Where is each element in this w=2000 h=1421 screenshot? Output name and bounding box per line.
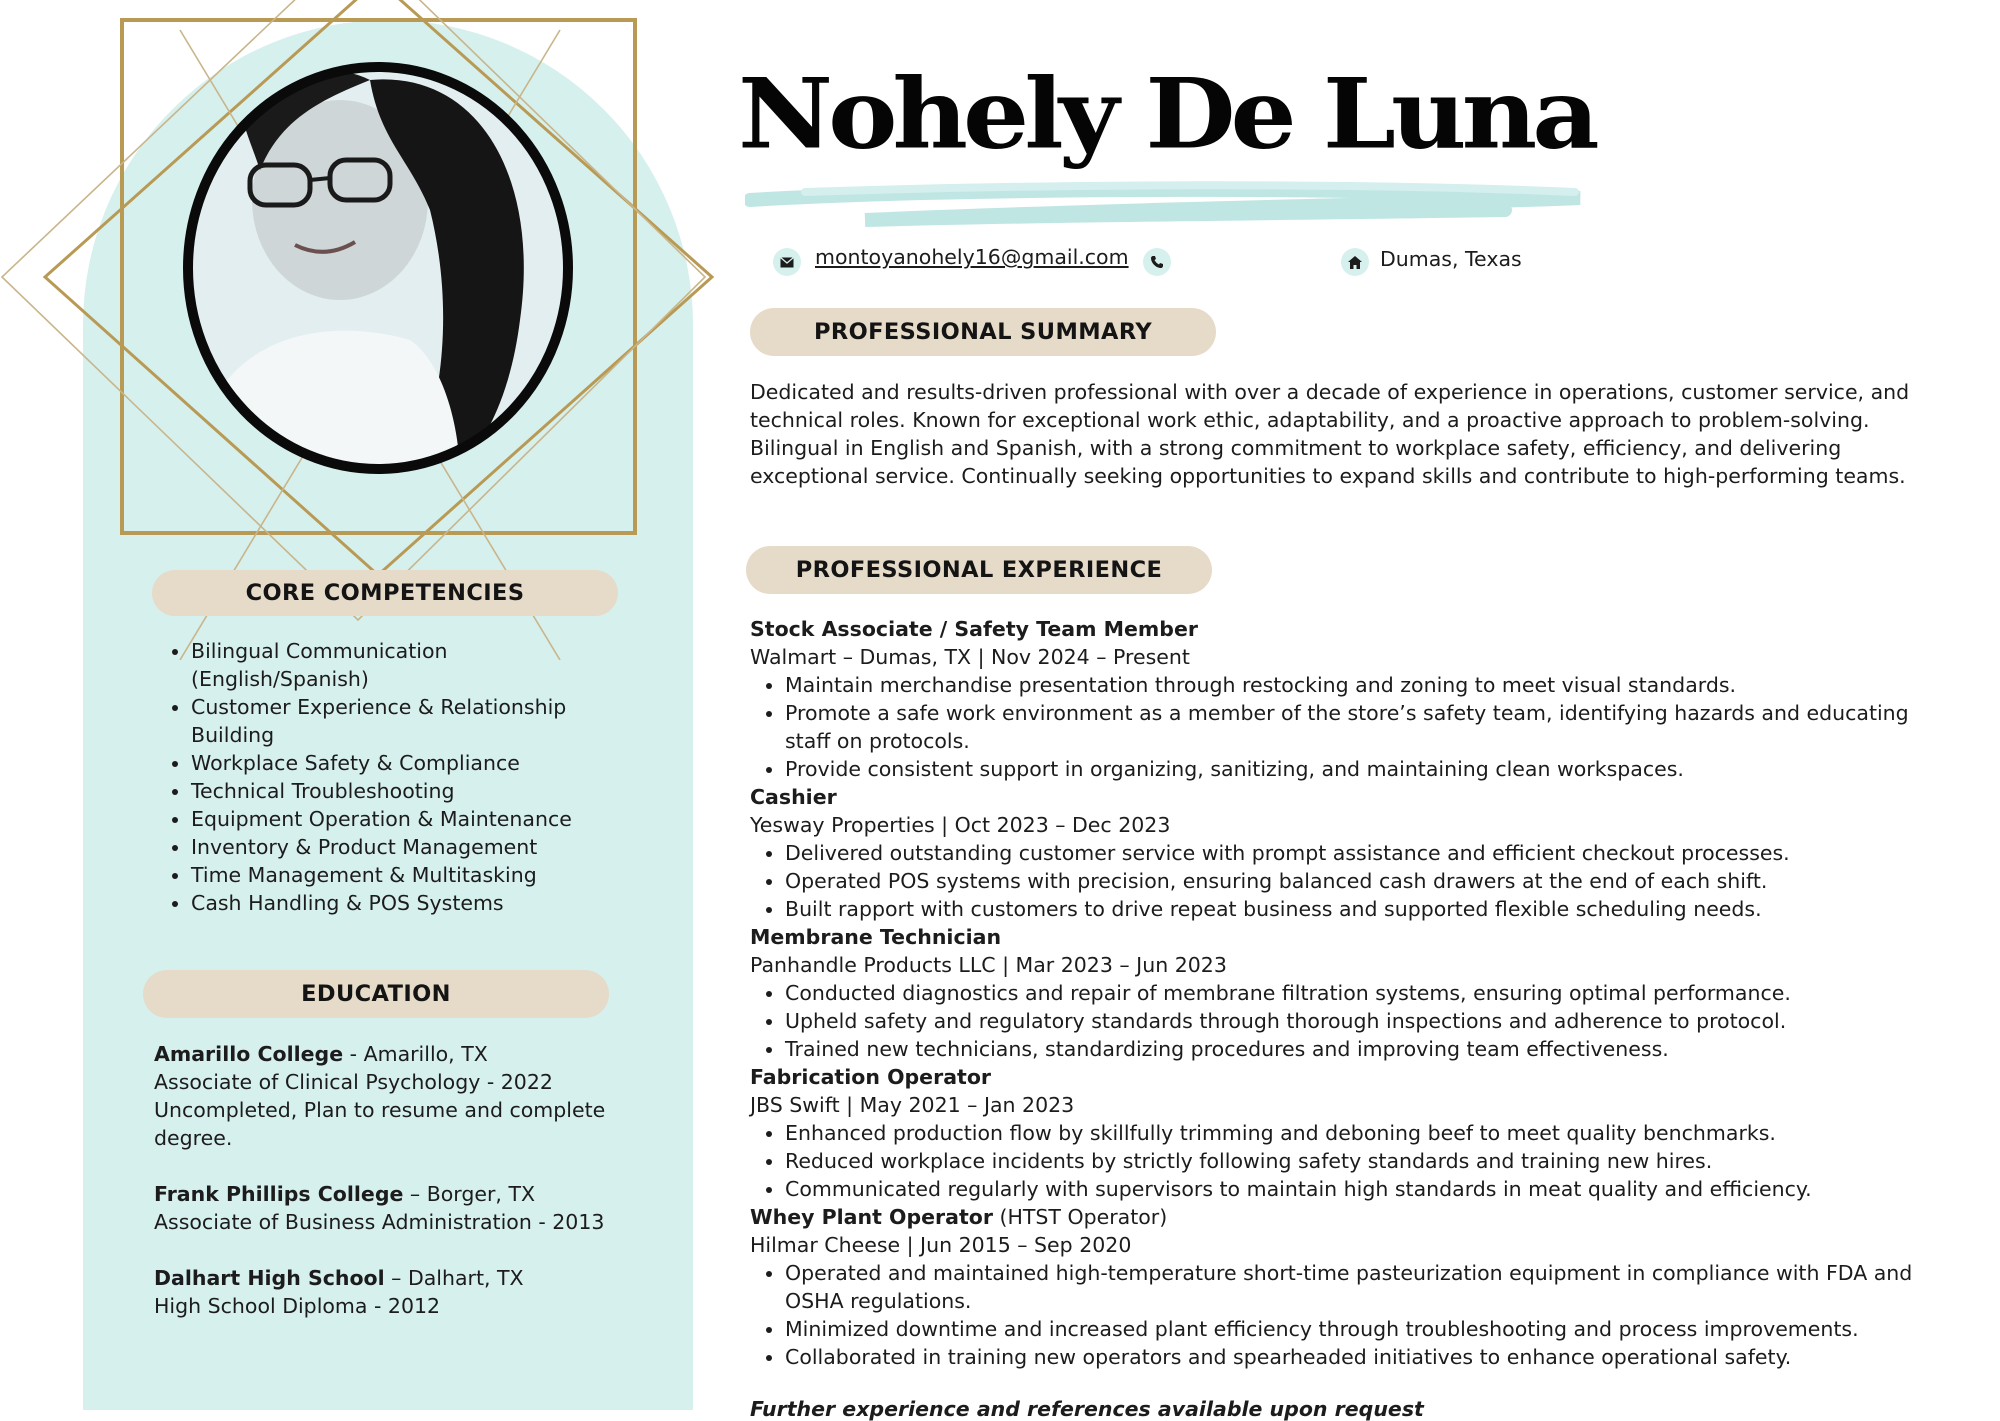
school-location: – Dalhart, TX (384, 1266, 524, 1290)
job-title: Membrane Technician (750, 925, 1002, 949)
list-item: • Delivered outstanding customer service with prompt assistance and efficient checkout processes. (785, 839, 1950, 867)
school-name: Amarillo College (154, 1042, 344, 1066)
job-title-extra: (HTST Operator) (992, 1205, 1168, 1229)
job-company: JBS Swift | May 2021 – Jan 2023 (750, 1093, 1075, 1117)
degree-note: Uncompleted, Plan to resume and complete degree. (154, 1098, 606, 1150)
job-company: Walmart – Dumas, TX | Nov 2024 – Present (750, 645, 1190, 669)
summary-paragraph: Dedicated and results-driven professional with over a decade of experience in operations, customer service, and technical roles. Known for exceptional work ethic, adaptability, and a proactive approach to problem-solving. Bilingual in English and Spanish, with a strong commitment to workplace safety, efficiency, and delivering exceptional service. Continually seeking opportunities to expand skills and contribute to high-performing teams. (750, 380, 1910, 488)
list-item: • Maintain merchandise presentation through restocking and zoning to meet visual standards. (785, 671, 1950, 699)
list-item: • Provide consistent support in organizing, sanitizing, and maintaining clean workspaces. (785, 755, 1950, 783)
list-item: • Operated and maintained high-temperature short-time pasteurization equipment in compliance with FDA and OSHA regulations. (785, 1259, 1950, 1315)
experience-section (750, 615, 1950, 1371)
degree: Associate of Business Administration - 2013 (154, 1210, 605, 1234)
school-name: Frank Phillips College (154, 1182, 404, 1206)
professional-experience-heading: PROFESSIONAL EXPERIENCE (746, 546, 1212, 594)
job-title: Fabrication Operator (750, 1065, 992, 1089)
list-item: • Upheld safety and regulatory standards through thorough inspections and adherence to protocol. (785, 1007, 1950, 1035)
page-title: Nohely De Luna (738, 56, 1595, 171)
references-note: Further experience and references available upon request (750, 1397, 1424, 1421)
degree: High School Diploma - 2012 (154, 1294, 441, 1318)
education-section (154, 1040, 634, 1348)
profile-photo (180, 60, 576, 476)
list-item: • Trained new technicians, standardizing procedures and improving team effectiveness. (785, 1035, 1950, 1063)
education-entry (154, 1180, 634, 1236)
list-item: • Time Management & Multitasking (191, 861, 625, 889)
competencies-list (155, 637, 625, 917)
job-entry (750, 783, 1950, 923)
job-title: Stock Associate / Safety Team Member (750, 617, 1198, 641)
list-item: • Conducted diagnostics and repair of membrane filtration systems, ensuring optimal performance. (785, 979, 1950, 1007)
list-item: • Cash Handling & POS Systems (191, 889, 625, 917)
job-entry (750, 615, 1950, 783)
job-company: Hilmar Cheese | Jun 2015 – Sep 2020 (750, 1233, 1132, 1257)
email-link[interactable]: montoyanohely16@gmail.com (815, 245, 1129, 269)
school-location: - Amarillo, TX (343, 1042, 488, 1066)
list-item: • Reduced workplace incidents by strictly following safety standards and training new hires. (785, 1147, 1950, 1175)
list-item: • Customer Experience & Relationship Building (191, 693, 625, 749)
list-item: • Communicated regularly with supervisors to maintain high standards in meat quality and efficiency. (785, 1175, 1950, 1203)
education-heading: EDUCATION (143, 970, 609, 1018)
job-company: Yesway Properties | Oct 2023 – Dec 2023 (750, 813, 1171, 837)
list-item: • Enhanced production flow by skillfully trimming and deboning beef to meet quality benchmarks. (785, 1119, 1950, 1147)
list-item: • Minimized downtime and increased plant efficiency through troubleshooting and process improvements. (785, 1315, 1950, 1343)
school-name: Dalhart High School (154, 1266, 385, 1290)
brush-stroke-decoration (745, 180, 1585, 235)
job-entry (750, 1203, 1950, 1371)
list-item: • Promote a safe work environment as a member of the store’s safety team, identifying hazards and educating staff on protocols. (785, 699, 1950, 755)
list-item: • Inventory & Product Management (191, 833, 625, 861)
education-entry (154, 1040, 634, 1152)
degree: Associate of Clinical Psychology - 2022 (154, 1070, 553, 1094)
job-company: Panhandle Products LLC | Mar 2023 – Jun 2023 (750, 953, 1227, 977)
job-entry (750, 1063, 1950, 1203)
core-competencies-heading: CORE COMPETENCIES (152, 570, 618, 616)
job-title: Whey Plant Operator (750, 1205, 993, 1229)
list-item: • Collaborated in training new operators and spearheaded initiatives to enhance operational safety. (785, 1343, 1950, 1371)
envelope-icon (773, 248, 801, 276)
phone-icon[interactable] (1143, 248, 1171, 276)
job-title: Cashier (750, 785, 837, 809)
list-item: • Built rapport with customers to drive repeat business and supported flexible scheduling needs. (785, 895, 1950, 923)
education-entry (154, 1264, 634, 1320)
list-item: • Technical Troubleshooting (191, 777, 625, 805)
list-item: • Operated POS systems with precision, ensuring balanced cash drawers at the end of each shift. (785, 867, 1950, 895)
job-entry (750, 923, 1950, 1063)
list-item: • Workplace Safety & Compliance (191, 749, 625, 777)
location-text: Dumas, Texas (1380, 247, 1522, 271)
list-item: • Equipment Operation & Maintenance (191, 805, 625, 833)
list-item: • Bilingual Communication (English/Spanish) (191, 637, 625, 693)
school-location: – Borger, TX (403, 1182, 536, 1206)
home-icon (1341, 248, 1369, 276)
professional-summary-heading: PROFESSIONAL SUMMARY (750, 308, 1216, 356)
